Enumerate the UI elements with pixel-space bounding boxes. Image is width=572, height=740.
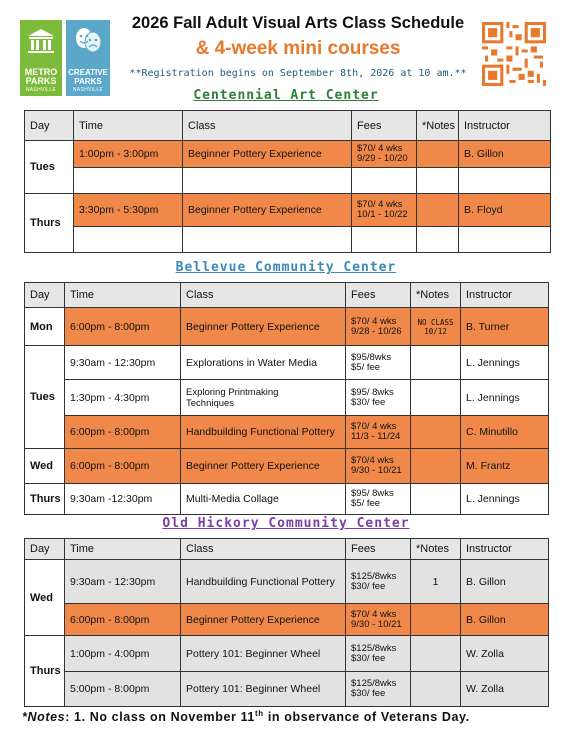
time-cell: 3:30pm - 5:30pm xyxy=(74,194,183,227)
class-cell: Pottery 101: Beginner Wheel xyxy=(181,672,346,707)
notes-cell: 1 xyxy=(411,560,461,604)
col-fees: Fees xyxy=(346,539,411,560)
table-row xyxy=(25,380,549,416)
table-row-empty xyxy=(25,227,551,253)
col-instructor: Instructor xyxy=(461,283,549,308)
notes-cell xyxy=(411,672,461,707)
time-cell: 1:30pm - 4:30pm xyxy=(65,380,181,416)
time-cell: 1:00pm - 3:00pm xyxy=(74,141,183,168)
instructor-cell: L. Jennings xyxy=(461,484,549,515)
col-notes: *Notes xyxy=(417,111,459,141)
col-class: Class xyxy=(181,283,346,308)
instructor-cell: W. Zolla xyxy=(461,636,549,672)
col-time: Time xyxy=(65,539,181,560)
class-cell: Beginner Pottery Experience xyxy=(183,141,352,168)
time-cell: 6:00pm - 8:00pm xyxy=(65,416,181,449)
col-instructor: Instructor xyxy=(459,111,551,141)
notes-cell xyxy=(411,636,461,672)
page-subtitle: & 4-week mini courses xyxy=(195,38,401,59)
centennial-schedule-table xyxy=(24,110,551,253)
footnote xyxy=(22,709,562,724)
col-instructor: Instructor xyxy=(461,539,549,560)
day-cell: Wed xyxy=(25,560,65,636)
fee-cell: $95/8wks $5/ fee xyxy=(346,346,411,380)
instructor-cell: L. Jennings xyxy=(461,380,549,416)
notes-cell xyxy=(411,380,461,416)
time-cell: 9:30am - 12:30pm xyxy=(65,560,181,604)
metro-parks-logo: METRO PARKS NASHVILLE xyxy=(20,20,62,96)
fee-cell: $125/8wks $30/ fee xyxy=(346,636,411,672)
day-cell: Tues xyxy=(25,141,74,194)
table-row xyxy=(25,604,549,636)
time-cell: 5:00pm - 8:00pm xyxy=(65,672,181,707)
col-fees: Fees xyxy=(346,283,411,308)
time-cell: 9:30am -12:30pm xyxy=(65,484,181,515)
fee-cell: $125/8wks $30/ fee xyxy=(346,560,411,604)
fee-cell: $125/8wks $30/ fee xyxy=(346,672,411,707)
qr-code-icon[interactable] xyxy=(482,22,546,86)
page-title: 2026 Fall Adult Visual Arts Class Schedule xyxy=(131,14,465,32)
time-cell: 9:30am - 12:30pm xyxy=(65,346,181,380)
instructor-cell: B. Floyd xyxy=(459,194,551,227)
table-row xyxy=(25,308,549,346)
instructor-cell: B. Gillon xyxy=(461,560,549,604)
time-cell: 6:00pm - 8:00pm xyxy=(65,604,181,636)
day-cell: Tues xyxy=(25,346,65,449)
notes-cell xyxy=(411,604,461,636)
table-row xyxy=(25,141,551,168)
building-icon xyxy=(26,28,56,54)
fee-cell: $70/ 4 wks 10/1 - 10/22 xyxy=(352,194,417,227)
table-row-empty xyxy=(25,168,551,194)
bellevue-schedule-table xyxy=(24,282,549,515)
footnote-text-end: in observance of Veterans Day. xyxy=(263,710,470,725)
instructor-cell: C. Minutillo xyxy=(461,416,549,449)
table-row xyxy=(25,416,549,449)
notes-cell xyxy=(411,484,461,515)
instructor-cell: L. Jennings xyxy=(461,346,549,380)
day-cell: Wed xyxy=(25,449,65,484)
day-cell: Thurs xyxy=(25,194,74,253)
table-row xyxy=(25,672,549,707)
footnote-sup: th xyxy=(255,709,264,718)
col-class: Class xyxy=(181,539,346,560)
class-cell: Beginner Pottery Experience xyxy=(181,308,346,346)
table-row xyxy=(25,560,549,604)
col-notes: *Notes xyxy=(411,283,461,308)
old-hickory-heading: Old Hickory Community Center xyxy=(162,516,410,531)
bellevue-heading: Bellevue Community Center xyxy=(175,260,397,275)
notes-cell xyxy=(417,194,459,227)
col-fees: Fees xyxy=(352,111,417,141)
class-cell: Explorations in Water Media xyxy=(181,346,346,380)
fee-cell: $95/ 8wks $5/ fee xyxy=(346,484,411,515)
footnote-label: *Notes xyxy=(22,710,66,725)
instructor-cell: B. Gillon xyxy=(461,604,549,636)
class-cell: Handbuilding Functional Pottery xyxy=(181,416,346,449)
instructor-cell: M. Frantz xyxy=(461,449,549,484)
notes-cell xyxy=(411,449,461,484)
class-cell: Beginner Pottery Experience xyxy=(181,604,346,636)
fee-cell: $95/ 8wks $30/ fee xyxy=(346,380,411,416)
theater-masks-icon xyxy=(74,26,102,56)
time-cell: 6:00pm - 8:00pm xyxy=(65,308,181,346)
col-day: Day xyxy=(25,539,65,560)
class-cell: Exploring Printmaking Techniques xyxy=(181,380,346,416)
day-cell: Thurs xyxy=(25,484,65,515)
footnote-text: : 1. No class on November 11 xyxy=(65,710,255,725)
fee-cell: $70/ 4 wks 9/28 - 10/26 xyxy=(346,308,411,346)
fee-cell: $70/ 4 wks 9/30 - 10/21 xyxy=(346,604,411,636)
col-time: Time xyxy=(65,283,181,308)
creative-parks-logo: CREATIVE PARKS NASHVILLE xyxy=(66,20,110,96)
class-cell: Multi-Media Collage xyxy=(181,484,346,515)
day-cell: Mon xyxy=(25,308,65,346)
col-time: Time xyxy=(74,111,183,141)
fee-cell: $70/ 4 wks 9/29 - 10/20 xyxy=(352,141,417,168)
table-row xyxy=(25,346,549,380)
col-day: Day xyxy=(25,283,65,308)
col-day: Day xyxy=(25,111,74,141)
instructor-cell: W. Zolla xyxy=(461,672,549,707)
table-row xyxy=(25,636,549,672)
registration-note: **Registration begins on September 8th, 2026 at 10 am.** xyxy=(129,68,467,79)
class-cell: Handbuilding Functional Pottery xyxy=(181,560,346,604)
col-class: Class xyxy=(183,111,352,141)
notes-cell xyxy=(411,416,461,449)
time-cell: 6:00pm - 8:00pm xyxy=(65,449,181,484)
table-row xyxy=(25,484,549,515)
notes-cell xyxy=(411,346,461,380)
table-row xyxy=(25,449,549,484)
class-cell: Beginner Pottery Experience xyxy=(183,194,352,227)
class-cell: Beginner Pottery Experience xyxy=(181,449,346,484)
fee-cell: $70/4 wks 9/30 - 10/21 xyxy=(346,449,411,484)
instructor-cell: B. Gillon xyxy=(459,141,551,168)
notes-cell xyxy=(417,141,459,168)
old-hickory-schedule-table xyxy=(24,538,549,707)
class-cell: Pottery 101: Beginner Wheel xyxy=(181,636,346,672)
instructor-cell: B. Turner xyxy=(461,308,549,346)
time-cell: 1:00pm - 4:00pm xyxy=(65,636,181,672)
table-row xyxy=(25,194,551,227)
notes-cell: NO CLASS 10/12 xyxy=(411,308,461,346)
day-cell: Thurs xyxy=(25,636,65,707)
col-notes: *Notes xyxy=(411,539,461,560)
fee-cell: $70/ 4 wks 11/3 - 11/24 xyxy=(346,416,411,449)
centennial-heading: Centennial Art Center xyxy=(193,88,379,103)
